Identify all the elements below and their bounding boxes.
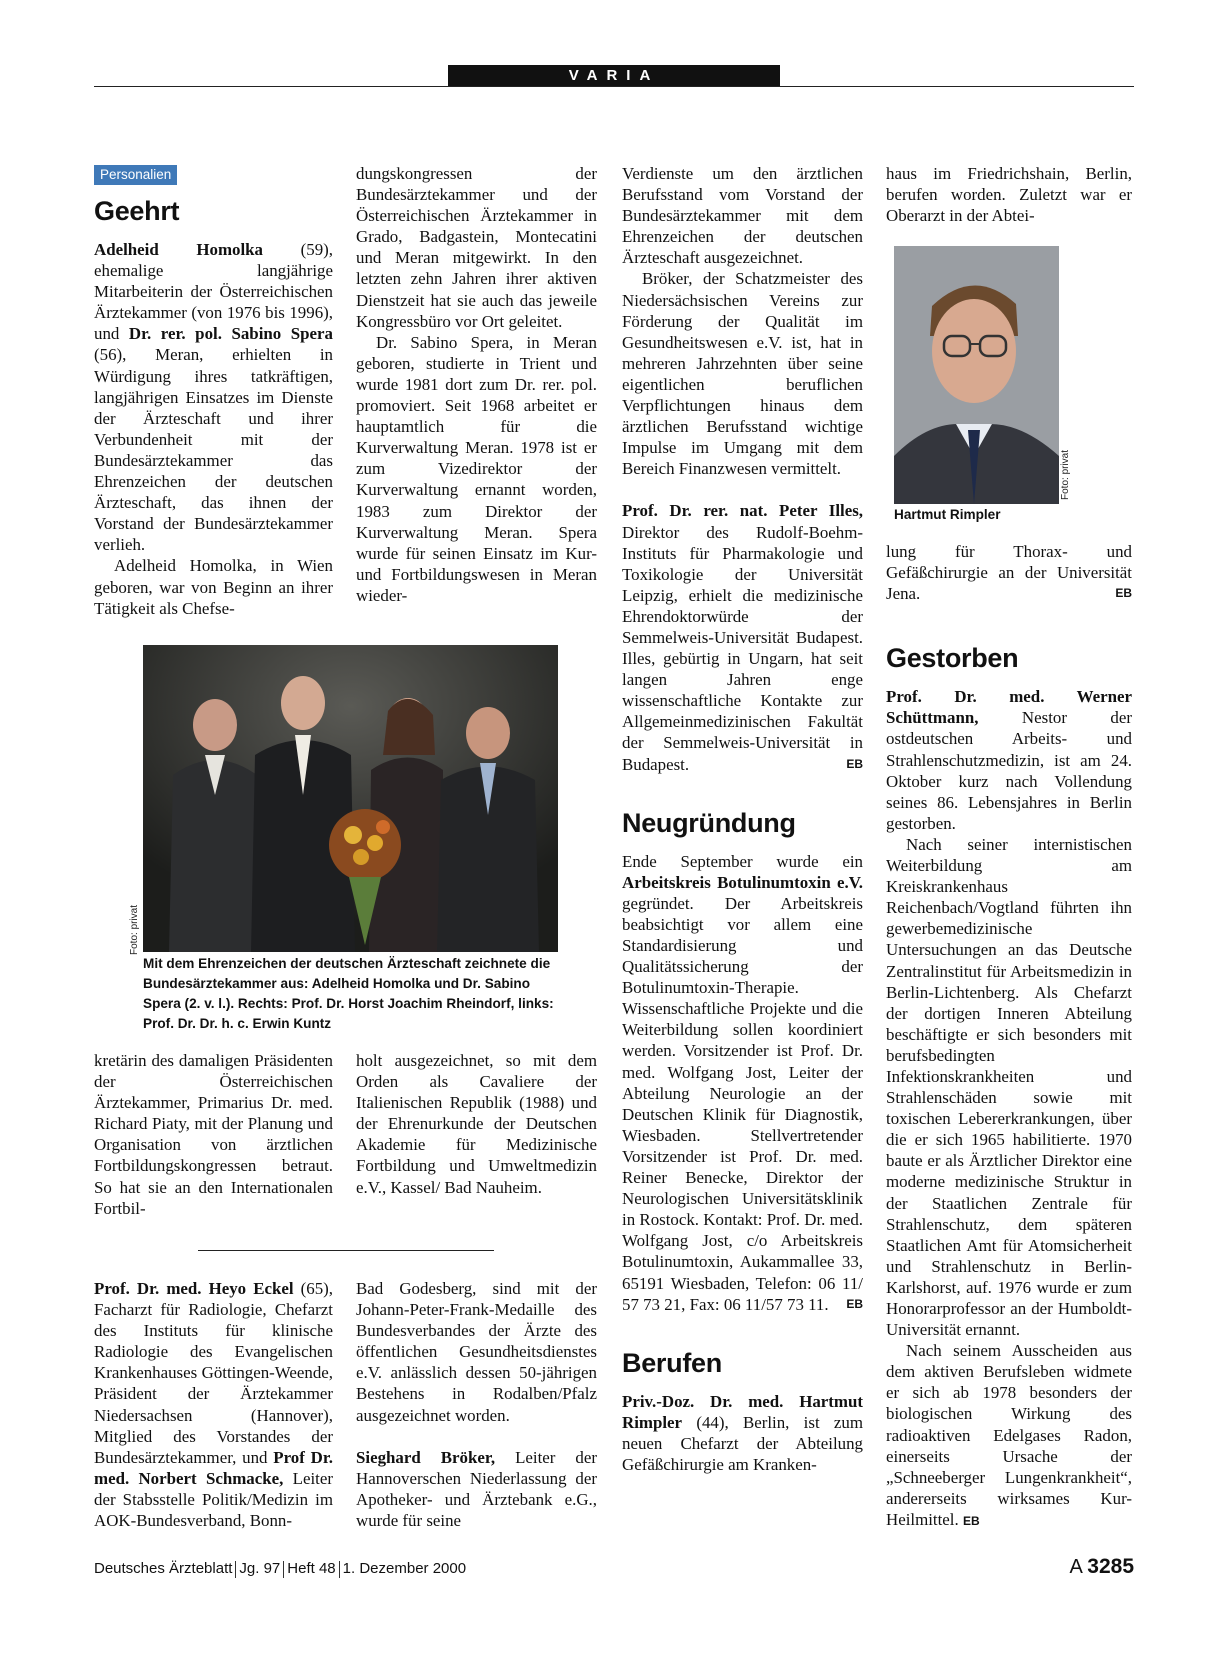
paragraph-schuettmann: Prof. Dr. med. Werner Schüttmann, Nestor der ostdeutschen Arbeits- und Strahlenschutzmedizin, ist am 24. Oktober kurz nach Vollendung seines 86. Lebensjahres in Berlin gestorben. (886, 687, 1132, 833)
footer-separator (339, 1561, 340, 1578)
column-4-top (886, 163, 1132, 226)
section-header: VARIA (448, 65, 780, 86)
journal-issue: Heft 48 (287, 1560, 336, 1577)
column-2-eckel-broeker (356, 1278, 597, 1531)
footer-separator (283, 1561, 284, 1578)
column-1-bottom (94, 1050, 333, 1219)
paragraph-homolka-2: Adelheid Homolka, in Wien geboren, war von Beginn an ihrer Tätigkeit als Chefse- (94, 556, 333, 618)
paragraph-schuettmann-3: Nach seinem Ausscheiden aus dem aktiven Berufsleben widmete er sich ab 1978 besonders der biologischen Wirkung des radioaktiven Edelgases Radon, einerseits Ursache der „Schneeberger Lungenkrankheit“, andererseits wirksames Kur-Heilmittel. EB (886, 1341, 1132, 1529)
award-group-photo-drawing (143, 645, 558, 952)
journal-date: 1. Dezember 2000 (342, 1560, 467, 1577)
page-number: A 3285 (1069, 1555, 1134, 1578)
eb-berufen: EB (1115, 586, 1132, 601)
rimpler-portrait (894, 246, 1059, 504)
paragraph-homolka: Adelheid Homolka (59), ehemalige langjährige Mitarbeiterin der Österreichischen Ärztekammer (von 1976 bis 1996), und Dr. rer. pol. Sabino Spera (56), Meran, erhielten in Würdigung ihres tatkräftigen, langjährigen Einsatzes im Dienste der Ärzteschaft und ihrer Verbundenheit mit der Bundesärztekammer das Ehrenzeichen der deutschen Ärzteschaft, das ihnen der Vorstand der Bundesärztekammer verlieh. (94, 240, 333, 555)
paragraph-kongresse: dungskongressen der Bundesärztekammer und der Österreichischen Ärztekammer in Grado, Badgastein, Montecatini und Meran mitgewirkt. In den letzten zehn Jahren ihrer aktiven Dienstzeit hat sie auch das jeweile Kongressbüro vor Ort geleitet. (356, 164, 597, 331)
personalien-tag: Personalien (94, 165, 177, 185)
column-2-top (356, 163, 597, 606)
paragraph-broeker-cont: Verdienste um den ärztlichen Berufsstand vom Vorstand der Bundesärztekammer mit dem Ehrenzeichen der deutschen Ärzteschaft ausgezeichnet. (622, 164, 863, 268)
portrait-caption: Hartmut Rimpler (894, 507, 1001, 522)
eb-illes: EB (846, 756, 863, 771)
paragraph-eckel: Prof. Dr. med. Heyo Eckel (65), Facharzt für Radiologie, Chefarzt des Instituts für klinische Radiologie des Evangelischen Krankenhauses Göttingen-Weende, Präsident der Ärztekammer Niedersachsen (Hannover), Mitglied des Vorstandes der Bundesärztekammer, und Prof Dr. med. Norbert Schmacke, Leiter der Stabsstelle Politik/Medizin im AOK-Bundesverband, Bonn- (94, 1279, 333, 1531)
journal-name: Deutsches Ärzteblatt (94, 1560, 233, 1577)
paragraph-broeker-cont-2: Bröker, der Schatzmeister des Niedersächsischen Vereins zur Förderung der Qualität im Gesundheitswesen e.V. ist, hat in mehreren Jahrzehnten über seine eigentlichen beruflichen Verpflichtungen hinaus dem ärztlichen Berufsstand wichtige Impulse im Umgang mit dem Bereich Finanzwesen vermittelt. (622, 269, 863, 479)
rimpler-portrait-drawing (894, 246, 1059, 504)
footer-separator (235, 1561, 236, 1578)
column-1-eckel (94, 1278, 333, 1531)
header-rule (94, 86, 1134, 87)
heading-berufen: Berufen (622, 1347, 722, 1378)
heading-neugruendung: Neugründung (622, 807, 796, 838)
heading-gestorben: Gestorben (886, 643, 1019, 674)
paragraph-illes: Prof. Dr. rer. nat. Peter Illes, Direktor des Rudolf-Boehm-Instituts für Pharmakologie und Toxikologie der Universität Leipzig, erhielt die medizinische Ehrendoktorwürde der Semmelweis-Universität Budapest. Illes, gebürtig in Ungarn, hat seit langen Jahren enge wissenschaftliche Kontakte zur Allgemeinmedizinischen Fakultät der Semmelweis-Universität in Budapest. EB (622, 501, 863, 774)
paragraph-schuettmann-2: Nach seiner internistischen Weiterbildung am Kreiskrankenhaus Reichenbach/Vogtland führten ihn gewerbemedizinische Untersuchungen an das Deutsche Zentralinstitut für Arbeitsmedizin in Berlin-Lichtenberg. Als Chefarzt der dortigen Inneren Abteilung beschäftigte er sich besonders mit berufsbedingten Infektionskrankheiten und Strahlenschäden sowie mit toxischen Lebererkrankungen, über die er sich 1965 habilitierte. 1970 baute er als Ärztlicher Direktor eine moderne medizinische Struktur in der Staatlichen Zentrale für Strahlenschutz, dem späteren Staatlichen Amt für Atomsicherheit und Strahlenschutz in Berlin-Karlshorst, auf. 1976 wurde er zum Honorarprofessor an der Humboldt-Universität ernannt. (886, 834, 1132, 1340)
eb-neugruendung: EB (846, 1296, 863, 1311)
paragraph-spera-cont: holt ausgezeichnet, so mit dem Orden als Cavaliere der Italienischen Republik (1988) und der Ehrenurkunde der Deutschen Akademie für Medizinische Fortbildung und Umweltmedizin e.V., Kassel/ Bad Nauheim. (356, 1051, 597, 1197)
photo-caption: Mit dem Ehrenzeichen der deutschen Ärzteschaft zeichnete die Bundesärztekammer aus: Adelheid Homolka und Dr. Sabino Spera (2. v. l.). Rechts: Prof. Dr. Horst Joachim Rheindorf, links: Prof. Dr. Dr. h. c. Erwin Kuntz (143, 956, 554, 1031)
section-divider (198, 1250, 494, 1251)
column-1-top (94, 163, 333, 619)
paragraph-homolka-cont: kretärin des damaligen Präsidenten der Österreichischen Ärztekammer, Primarius Dr. med. Richard Piaty, mit der Planung und Organisation von ärztlichen Fortbildungskongressen betraut. So hat sie an den Internationalen Fortbil- (94, 1051, 333, 1218)
paragraph-rimpler-cont: haus im Friedrichshain, Berlin, berufen worden. Zuletzt war er Oberarzt in der Abtei- (886, 164, 1132, 226)
column-3 (622, 163, 863, 1475)
heading-geehrt: Geehrt (94, 196, 180, 226)
paragraph-eckel-cont: Bad Godesberg, sind mit der Johann-Peter-Frank-Medaille des Bundesverbandes der Ärzte des öffentlichen Gesundheitsdienstes e.V. anlässlich dessen 50-jährigen Bestehens in Rodalben/Pfalz ausgezeichnet worden. (356, 1279, 597, 1425)
paragraph-rimpler-end: lung für Thorax- und Gefäßchirurgie an der Universität Jena. EB (886, 542, 1132, 604)
photo-credit: Foto: privat (129, 904, 140, 955)
paragraph-rimpler: Priv.-Doz. Dr. med. Hartmut Rimpler (44), Berlin, ist zum neuen Chefarzt der Abteilung Gefäßchirurgie am Kranken- (622, 1391, 863, 1474)
paragraph-botulinum: Ende September wurde ein Arbeitskreis Botulinumtoxin e.V. gegründet. Der Arbeitskreis beabsichtigt vor allem eine Standardisierung und Qualitätssicherung der Botulinumtoxin-Therapie. Wissenschaftliche Projekte und die Weiterbildung sollen koordiniert werden. Vorsitzender ist Prof. Dr. med. Wolfgang Jost, Leiter der Abteilung Neurologie an der Deutschen Klinik für Diagnostik, Wiesbaden. Stellvertretender Vorsitzender ist Prof. Dr. med. Reiner Benecke, Direktor der Neurologischen Universitätsklinik in Rostock. Kontakt: Prof. Dr. med. Wolfgang Jost, c/o Arbeitskreis Botulinumtoxin, Aukammallee 33, 65191 Wiesbaden, Telefon: 06 11/ 57 73 21, Fax: 06 11/57 73 11. EB (622, 851, 863, 1314)
column-2-bottom (356, 1050, 597, 1198)
journal-volume: Jg. 97 (239, 1560, 281, 1577)
eb-gestorben: EB (962, 1513, 980, 1528)
portrait-credit: Foto: privat (1060, 449, 1071, 500)
paragraph-spera: Dr. Sabino Spera, in Meran geboren, studierte in Trient und wurde 1981 dort zum Dr. rer. pol. promoviert. Seit 1968 arbeitet er hauptamtlich für die Kurverwaltung Meran. 1978 ist er zum Vizedirektor der Kurverwaltung ernannt worden, 1983 zum Direktor der Kurverwaltung Meran. Spera wurde für seinen Einsatz im Kur- und Fortbildungswesen in Meran wieder- (356, 332, 597, 605)
award-group-photo (143, 645, 558, 952)
column-4-bottom (886, 541, 1132, 1532)
footer (94, 1560, 466, 1578)
paragraph-broeker: Sieghard Bröker, Leiter der Hannoverschen Niederlassung der Apotheker- und Ärztebank e.G., wurde für seine (356, 1447, 598, 1530)
